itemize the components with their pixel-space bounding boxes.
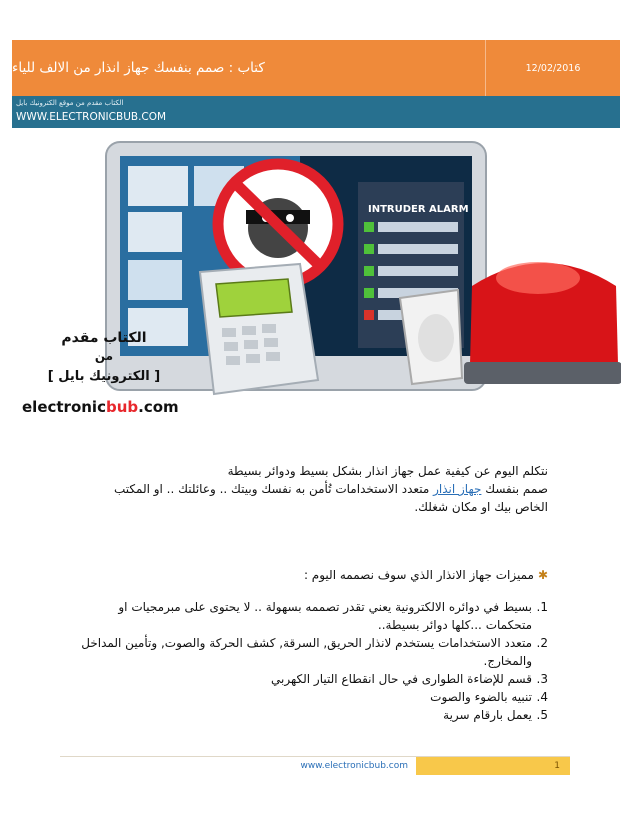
- promo-line-1: الكتاب مقدم: [61, 330, 147, 346]
- intro-paragraph: [78, 462, 548, 516]
- hero-image: [18, 132, 621, 419]
- pir-sensor-icon: [400, 290, 462, 384]
- intro-line-1: نتكلم اليوم عن كيفية عمل جهاز انذار بشكل بسيط ودوائر بسيطة: [227, 464, 548, 478]
- keypad-icon: [200, 264, 318, 394]
- header-date: 12/02/2016: [525, 62, 581, 74]
- intro-line-3: الخاص بيك او مكان شغلك.: [414, 500, 548, 514]
- list-item: 2. متعدد الاستخدامات يستخدم لانذار الحريق, السرقة, كشف الحركة والصوت, وتأمين المداخل والمخارج.: [81, 636, 548, 668]
- book-title: كتاب : صمم بنفسك جهاز انذار من الالف للياء: [12, 40, 486, 96]
- header-bar: [12, 40, 620, 96]
- source-strip: [12, 96, 620, 128]
- sparkle-icon: ✱: [537, 568, 548, 582]
- list-item: 3. قسم للإضاءة الطوارى في حال انقطاع التيار الكهربي: [270, 672, 548, 686]
- intro-line-2: صمم بنفسك جهاز انذار متعدد الاستخدامات تُأمن به نفسك وبيتك .. وعائلتك .. او المكتب: [113, 482, 548, 496]
- strip-url[interactable]: WWW.ELECTRONICBUB.COM: [16, 111, 167, 123]
- page-number: 1: [416, 757, 570, 775]
- features-heading: ✱مميزات جهاز الانذار الذي سوف نصممه اليوم :: [303, 568, 548, 582]
- footer-url[interactable]: www.electronicbub.com: [300, 761, 408, 771]
- list-item: 4. تنبيه بالضوء والصوت: [430, 690, 548, 704]
- features-list: [78, 598, 548, 724]
- brand-logo: electronicbub.com: [22, 398, 179, 416]
- siren-icon: [464, 262, 621, 384]
- strip-credit: الكتاب مقدم من موقع الكترونيك بايل: [16, 99, 124, 107]
- page-footer: [60, 756, 570, 775]
- list-item: 5. يعمل بارقام سرية: [443, 708, 548, 722]
- promo-line-2: من: [94, 349, 114, 363]
- promo-line-3: [ الكترونيك بايل ]: [47, 369, 161, 384]
- alarm-link[interactable]: جهاز انذار: [433, 482, 482, 496]
- list-item: 1. بسيط في دوائره الالكترونية يعني تقدر تصممه بسهولة .. لا يحتوى على مبرمجيات او متحكمات ...كلها دوائر بسيطة..: [118, 600, 548, 632]
- screen-heading: INTRUDER ALARM: [368, 204, 469, 215]
